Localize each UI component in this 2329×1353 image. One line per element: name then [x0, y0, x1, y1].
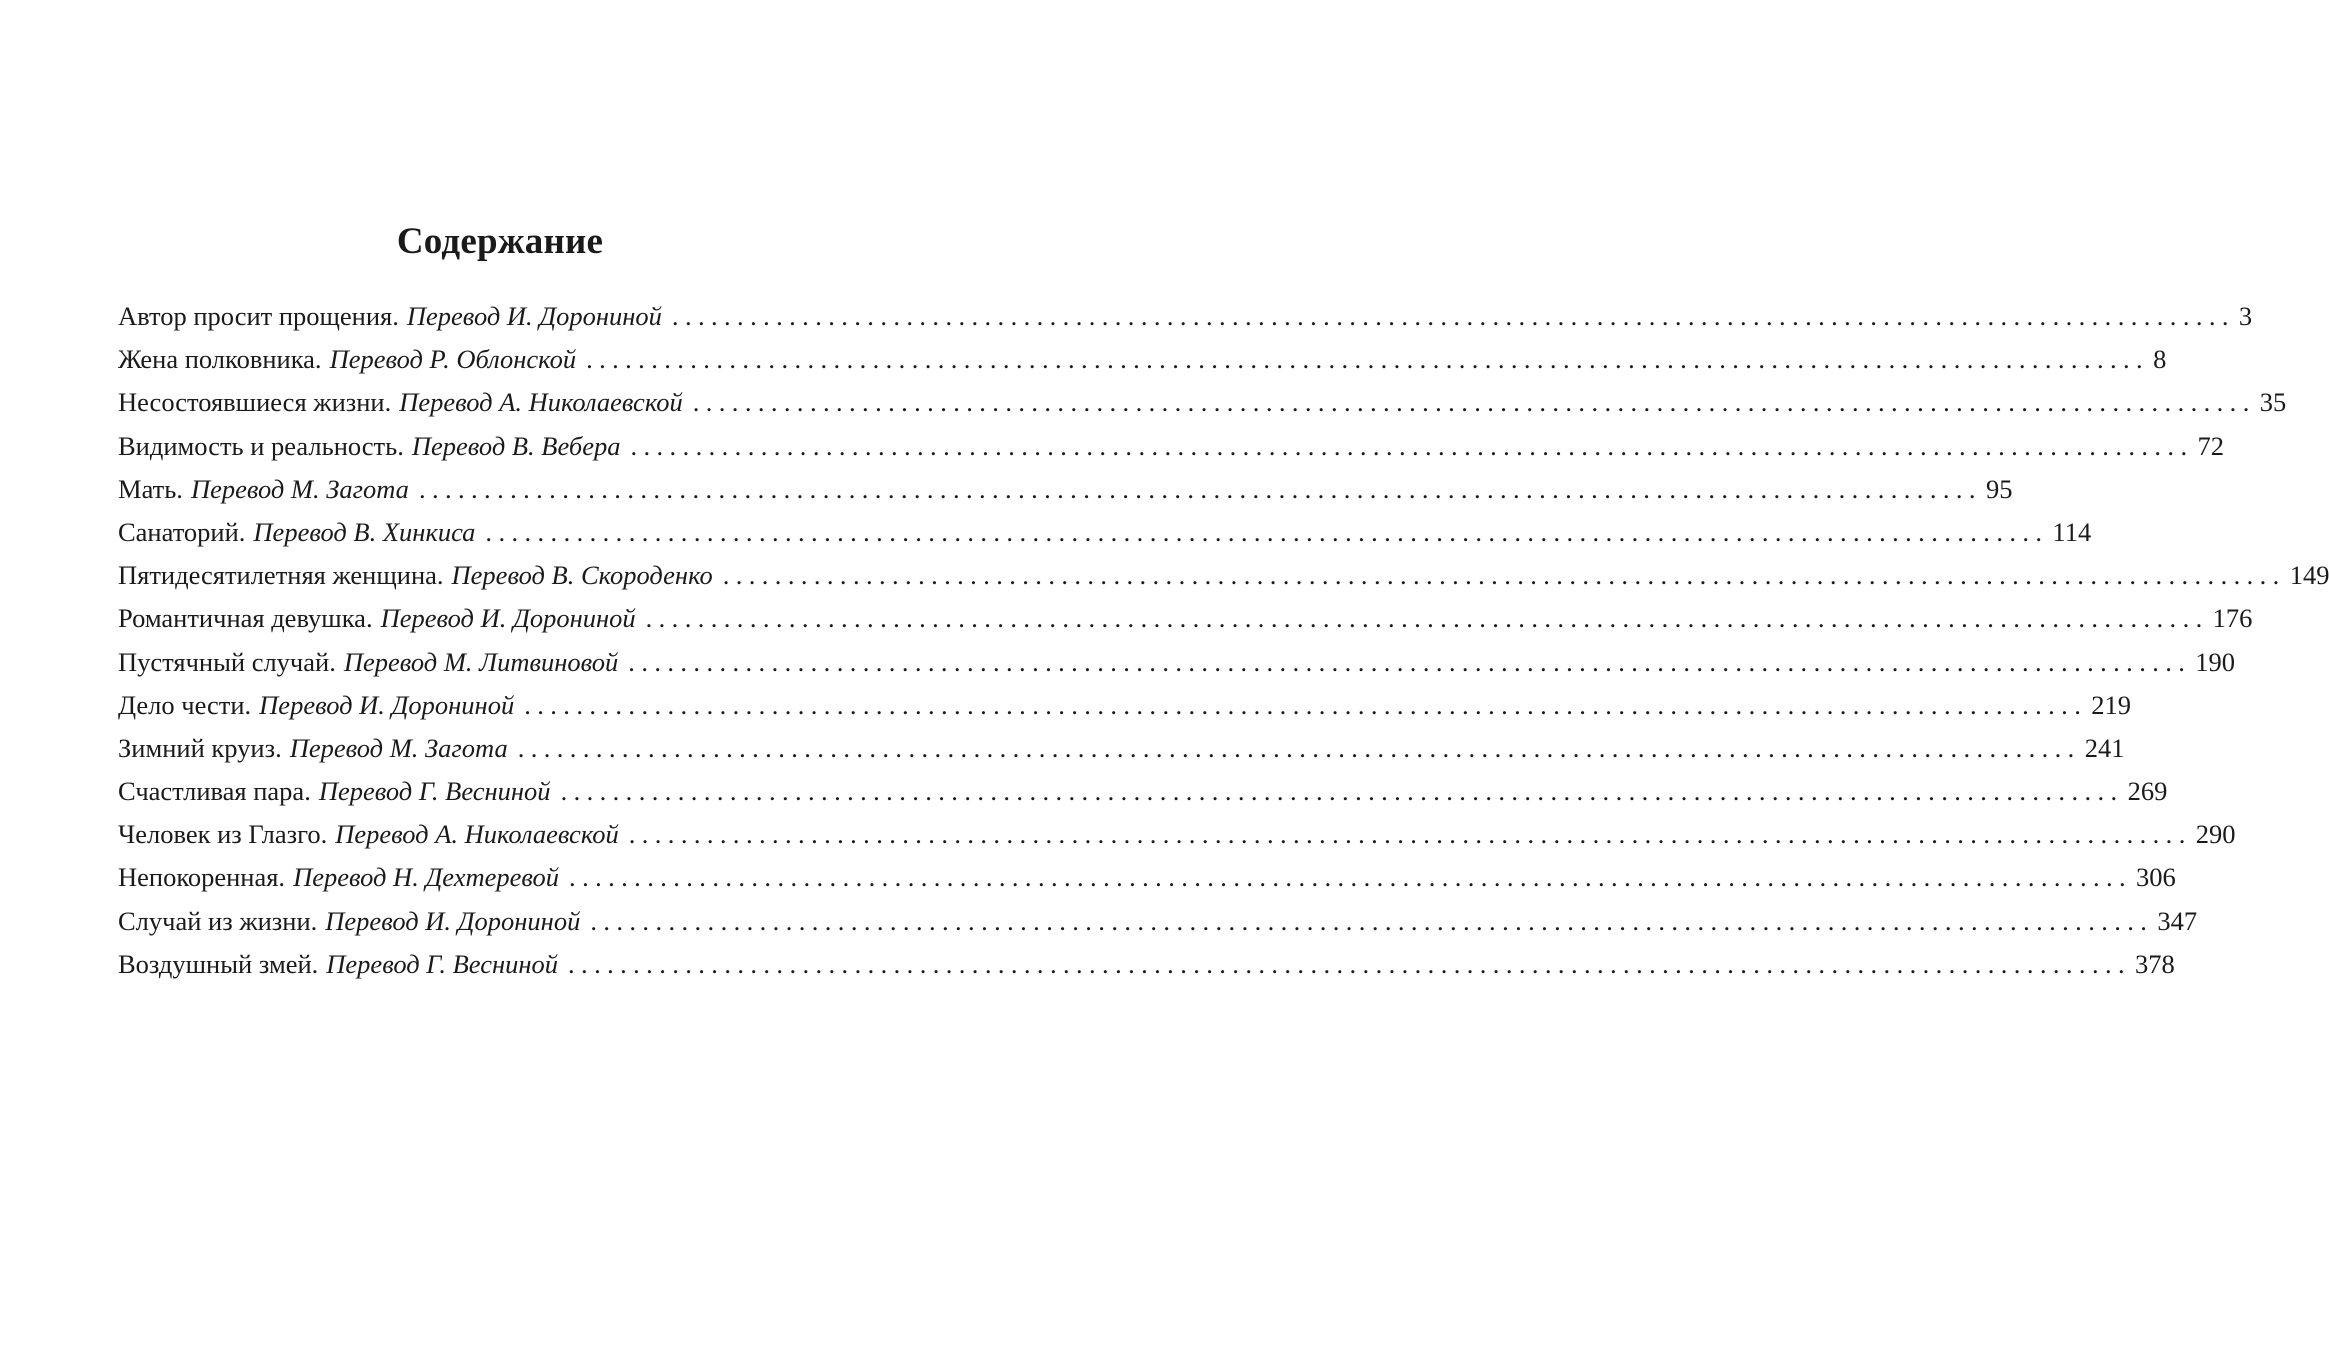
page-title: Содержание [396, 221, 604, 262]
entry-translator: Перевод И. Дорониной [259, 689, 515, 720]
entry-page-number: 149 [2289, 560, 2329, 591]
entry-page-number: 306 [2136, 862, 2176, 893]
entry-page-number: 95 [1985, 473, 2013, 504]
toc-entry [118, 684, 2131, 727]
entry-title: Зимний круиз. [118, 732, 282, 763]
entry-title: Случай из жизни. [118, 905, 318, 936]
entry-translator: Перевод И. Дорониной [380, 603, 636, 634]
dot-leader: ........................................................................................................................ [628, 819, 2192, 850]
entry-page-number: 190 [2195, 646, 2236, 677]
entry-page-number: 269 [2127, 776, 2168, 807]
dot-leader: ........................................................................................................................ [517, 732, 2081, 763]
entry-title: Романтичная девушка. [118, 603, 373, 634]
entry-translator: Перевод М. Загота [190, 473, 409, 504]
table-of-contents [118, 295, 2329, 986]
entry-title: Пятидесятилетняя женщина. [118, 560, 444, 591]
entry-page-number: 35 [2259, 387, 2287, 418]
toc-entry [118, 770, 2168, 813]
entry-title: Счастливая пара. [118, 776, 311, 807]
dot-leader: ........................................................................................................................ [645, 603, 2209, 634]
entry-title: Воздушный змей. [118, 948, 319, 979]
entry-title: Санаторий. [118, 516, 246, 547]
entry-page-number: 176 [2212, 603, 2253, 634]
dot-leader: ........................................................................................................................ [628, 646, 2192, 677]
toc-entry [118, 554, 2329, 597]
dot-leader: ........................................................................................................................ [568, 948, 2132, 979]
dot-leader: ........................................................................................................................ [560, 776, 2124, 807]
entry-translator: Перевод Н. Дехтеревой [293, 862, 560, 893]
toc-entry [118, 813, 2236, 856]
entry-page-number: 347 [2157, 905, 2198, 936]
entry-title: Пустячный случай. [118, 646, 336, 677]
dot-leader: ........................................................................................................................ [671, 301, 2235, 331]
entry-translator: Перевод М. Литвиновой [343, 646, 619, 677]
entry-title: Дело чести. [118, 689, 252, 720]
entry-title: Видимость и реальность. [118, 430, 404, 461]
dot-leader: ........................................................................................................................ [485, 516, 2049, 547]
toc-entry [118, 381, 2287, 424]
toc-entry [118, 900, 2198, 943]
entry-translator: Перевод А. Николаевской [399, 387, 683, 418]
dot-leader: ........................................................................................................................ [630, 430, 2194, 461]
entry-title: Мать. [118, 473, 183, 504]
dot-leader: ........................................................................................................................ [590, 905, 2154, 936]
entry-page-number: 219 [2091, 689, 2131, 720]
entry-translator: Перевод И. Дорониной [325, 905, 581, 936]
dot-leader: ........................................................................................................................ [569, 862, 2133, 893]
dot-leader: ........................................................................................................................ [722, 560, 2286, 591]
dot-leader: ........................................................................................................................ [418, 473, 1982, 504]
toc-entry [118, 511, 2092, 554]
entry-translator: Перевод Г. Весниной [326, 948, 559, 979]
dot-leader: ........................................................................................................................ [586, 344, 2150, 375]
toc-entry [118, 641, 2236, 684]
entry-title: Автор просит прощения. [118, 301, 399, 331]
entry-translator: Перевод В. Вебера [411, 430, 621, 461]
entry-title: Жена полковника. [118, 344, 322, 375]
entry-page-number: 241 [2084, 732, 2125, 763]
entry-translator: Перевод Р. Облонской [329, 344, 577, 375]
dot-leader: ........................................................................................................................ [692, 387, 2256, 418]
entry-page-number: 3 [2238, 301, 2253, 331]
entry-translator: Перевод В. Хинкиса [253, 516, 476, 547]
toc-entry [118, 856, 2176, 899]
entry-translator: Перевод В. Скороденко [451, 560, 713, 591]
entry-translator: Перевод Г. Весниной [318, 776, 551, 807]
toc-entry [118, 943, 2175, 986]
entry-title: Человек из Глазго. [118, 819, 328, 850]
toc-entry [118, 425, 2224, 468]
entry-translator: Перевод А. Николаевской [335, 819, 619, 850]
toc-entry [118, 727, 2125, 770]
dot-leader: ........................................................................................................................ [524, 689, 2088, 720]
toc-entry [118, 468, 2013, 511]
toc-entry [118, 295, 2253, 338]
toc-entry [118, 597, 2253, 640]
entry-translator: Перевод М. Загота [289, 732, 508, 763]
entry-page-number: 8 [2153, 344, 2167, 375]
entry-page-number: 72 [2197, 430, 2224, 461]
entry-page-number: 290 [2195, 819, 2236, 850]
entry-page-number: 378 [2135, 948, 2175, 979]
entry-page-number: 114 [2052, 516, 2092, 547]
entry-title: Несостоявшиеся жизни. [118, 387, 392, 418]
entry-translator: Перевод И. Дорониной [406, 301, 662, 331]
entry-title: Непокоренная. [118, 862, 286, 893]
toc-entry [118, 338, 2167, 381]
